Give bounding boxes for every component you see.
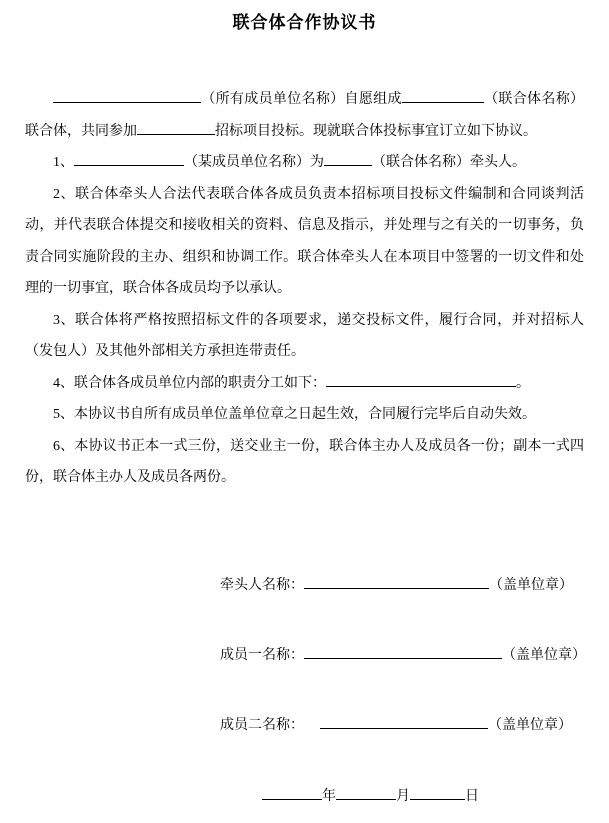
document-text: （盖单位章） <box>502 647 586 663</box>
paragraph-clause-1 <box>25 147 584 179</box>
spacing-gap <box>304 715 320 729</box>
document-text: 牵头人名称： <box>220 577 304 593</box>
document-text: 日 <box>465 788 479 804</box>
document-text: （盖单位章） <box>489 577 573 593</box>
signature-line-member-1 <box>220 640 584 671</box>
document-text: （联合体名称）牵头人。 <box>372 155 526 170</box>
document-text: 成员二名称： <box>220 717 304 733</box>
signature-line-leader <box>220 570 584 601</box>
paragraph-clause-2 <box>25 179 584 305</box>
document-text: 1、 <box>53 155 74 170</box>
fill-in-blank[interactable] <box>304 574 489 589</box>
document-text: 4、联合体各成员单位内部的职责分工如下： <box>53 375 326 391</box>
document-body <box>25 84 584 494</box>
document-text: （联合体名称）联合体，共同参加 <box>25 92 585 139</box>
document-text: （所有成员单位名称）自愿组成 <box>201 92 402 107</box>
fill-in-blank[interactable] <box>304 644 502 659</box>
date-line <box>25 781 584 812</box>
fill-in-blank[interactable] <box>320 714 488 729</box>
document-text: （盖单位章） <box>488 717 572 733</box>
fill-in-blank[interactable] <box>410 785 465 800</box>
document-text: 6、本协议书正本一式三份，送交业主一份，联合体主办人及成员各一份；副本一式四份，联合体主办人及成员各两份。 <box>25 438 584 485</box>
document-text: 5、本协议书自所有成员单位盖单位章之日起生效，合同履行完毕后自动失效。 <box>53 407 536 422</box>
document-text: 年 <box>322 788 336 804</box>
document-text: 。 <box>516 375 530 391</box>
paragraph-clause-5 <box>25 399 584 431</box>
fill-in-blank[interactable] <box>53 88 201 103</box>
paragraph-clause-6 <box>25 431 584 494</box>
paragraph-clause-4 <box>25 368 584 400</box>
document-title: 联合体合作协议书 <box>232 13 377 32</box>
document-text: 月 <box>396 788 410 804</box>
fill-in-blank[interactable] <box>324 151 372 166</box>
document-text: 3、联合体将严格按照招标文件的各项要求，递交投标文件，履行合同，并对招标人（发包人）及其他外部相关方承担连带责任。 <box>25 312 584 359</box>
document-text: （某成员单位名称）为 <box>184 155 324 170</box>
fill-in-blank[interactable] <box>137 120 215 135</box>
fill-in-blank[interactable] <box>336 785 396 800</box>
signature-block <box>25 570 584 741</box>
fill-in-blank[interactable] <box>402 88 484 103</box>
fill-in-blank[interactable] <box>326 372 516 387</box>
signature-line-member-2 <box>220 710 584 741</box>
paragraph-clause-3 <box>25 305 584 368</box>
fill-in-blank[interactable] <box>262 785 322 800</box>
fill-in-blank[interactable] <box>74 151 184 166</box>
document-text: 招标项目投标。现就联合体投标事宜订立如下协议。 <box>215 123 537 139</box>
document-text: 2、联合体牵头人合法代表联合体各成员负责本招标项目投标文件编制和合同谈判活动，并代表联合体提交和接收相关的资料、信息及指示，并处理与之有关的一切事务，负责合同实施阶段的主办、组织和协调工作。联合体牵头人在本项目中签署的一切文件和处理的一切事宜，联合体各成员均予以承认。 <box>25 186 584 296</box>
paragraph-intro <box>25 84 584 147</box>
document-text: 成员一名称： <box>220 647 304 663</box>
